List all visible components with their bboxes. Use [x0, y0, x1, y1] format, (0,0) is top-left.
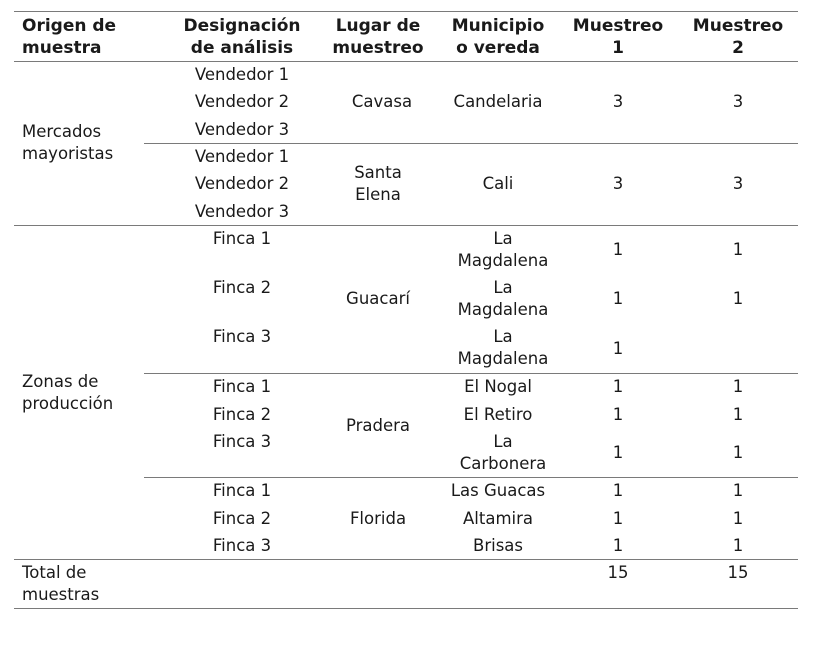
table-cell-muestreo-1: 1 — [612, 240, 624, 259]
table-cell-lugar: Pradera — [345, 416, 411, 435]
header-bottom-rule — [14, 61, 798, 62]
header-designacion: Designación de análisis — [183, 16, 301, 58]
table-cell-finca: Finca 3 — [212, 536, 272, 555]
table-cell-lugar: Santa Elena — [354, 163, 402, 204]
table-cell-muestreo-2: 1 — [732, 289, 744, 308]
group-divider — [144, 373, 798, 374]
table-cell-muestreo-1: 1 — [612, 509, 624, 528]
table-cell-muestreo-1: 1 — [612, 536, 624, 555]
table-cell-muestreo-2: 1 — [732, 240, 744, 259]
total-muestreo-2: 15 — [727, 563, 749, 582]
table-cell-municipio: El Nogal — [464, 377, 532, 396]
table-cell-vendedor: Vendedor 2 — [194, 92, 290, 111]
table-cell-finca: Finca 3 — [212, 432, 272, 451]
table-cell-municipio: La Carbonera — [459, 432, 547, 473]
origen-zonas: Zonas de producción — [22, 372, 114, 413]
table-cell-muestreo-1: 1 — [612, 405, 624, 424]
table-cell-muestreo-2: 1 — [732, 536, 744, 555]
table-cell-finca: Finca 2 — [212, 278, 272, 297]
table-cell-muestreo-1: 1 — [612, 377, 624, 396]
table-cell-municipio: La Magdalena — [457, 229, 549, 270]
total-muestreo-1: 15 — [607, 563, 629, 582]
header-muestreo-2: Muestreo 2 — [692, 16, 784, 58]
table-cell-muestreo-2: 1 — [732, 377, 744, 396]
table-cell-municipio: El Retiro — [463, 405, 533, 424]
origen-mercados: Mercados mayoristas — [22, 122, 114, 163]
table-cell-muestreo-1: 1 — [612, 289, 624, 308]
table-cell-vendedor: Vendedor 3 — [194, 202, 290, 221]
table-cell-muestreo-1: 1 — [612, 443, 624, 462]
total-label: Total de muestras — [22, 563, 100, 604]
table-cell-municipio: La Magdalena — [457, 278, 549, 319]
table-bottom-rule — [14, 608, 798, 609]
section-divider — [14, 225, 798, 226]
table-cell-muestreo-2: 1 — [732, 481, 744, 500]
table-cell-finca: Finca 2 — [212, 405, 272, 424]
table-cell-muestreo-1: 1 — [612, 339, 624, 358]
table-cell-finca: Finca 1 — [212, 481, 272, 500]
table-cell-municipio: Las Guacas — [450, 481, 546, 500]
table-cell-muestreo-2: 1 — [732, 405, 744, 424]
table-cell-muestreo-2: 3 — [732, 174, 744, 193]
table-cell-vendedor: Vendedor 1 — [194, 147, 290, 166]
group-divider — [144, 143, 798, 144]
table-cell-finca: Finca 1 — [212, 229, 272, 248]
samples-table — [14, 11, 798, 609]
table-cell-vendedor: Vendedor 3 — [194, 120, 290, 139]
header-municipio: Municipio o vereda — [451, 16, 545, 58]
header-lugar: Lugar de muestreo — [332, 16, 424, 58]
table-cell-lugar: Florida — [349, 509, 407, 528]
group-divider — [144, 477, 798, 478]
table-cell-finca: Finca 3 — [212, 327, 272, 346]
table-top-rule — [14, 11, 798, 12]
table-cell-lugar: Guacarí — [346, 289, 410, 308]
table-cell-finca: Finca 1 — [212, 377, 272, 396]
table-cell-muestreo-2: 3 — [732, 92, 744, 111]
table-cell-municipio: La Magdalena — [457, 327, 549, 368]
table-cell-muestreo-2: 1 — [732, 443, 744, 462]
table-cell-vendedor: Vendedor 2 — [194, 174, 290, 193]
header-muestreo-1: Muestreo 1 — [572, 16, 664, 58]
table-cell-lugar: Cavasa — [351, 92, 413, 111]
table-cell-municipio: Cali — [482, 174, 514, 193]
table-cell-muestreo-1: 3 — [612, 174, 624, 193]
total-divider — [14, 559, 798, 560]
header-origen: Origen de muestra — [22, 16, 117, 58]
table-cell-muestreo-2: 1 — [732, 509, 744, 528]
table-cell-municipio: Candelaria — [453, 92, 543, 111]
table-cell-muestreo-1: 3 — [612, 92, 624, 111]
table-cell-municipio: Brisas — [473, 536, 523, 555]
table-cell-muestreo-1: 1 — [612, 481, 624, 500]
table-cell-finca: Finca 2 — [212, 509, 272, 528]
table-cell-vendedor: Vendedor 1 — [194, 65, 290, 84]
table-cell-municipio: Altamira — [462, 509, 534, 528]
